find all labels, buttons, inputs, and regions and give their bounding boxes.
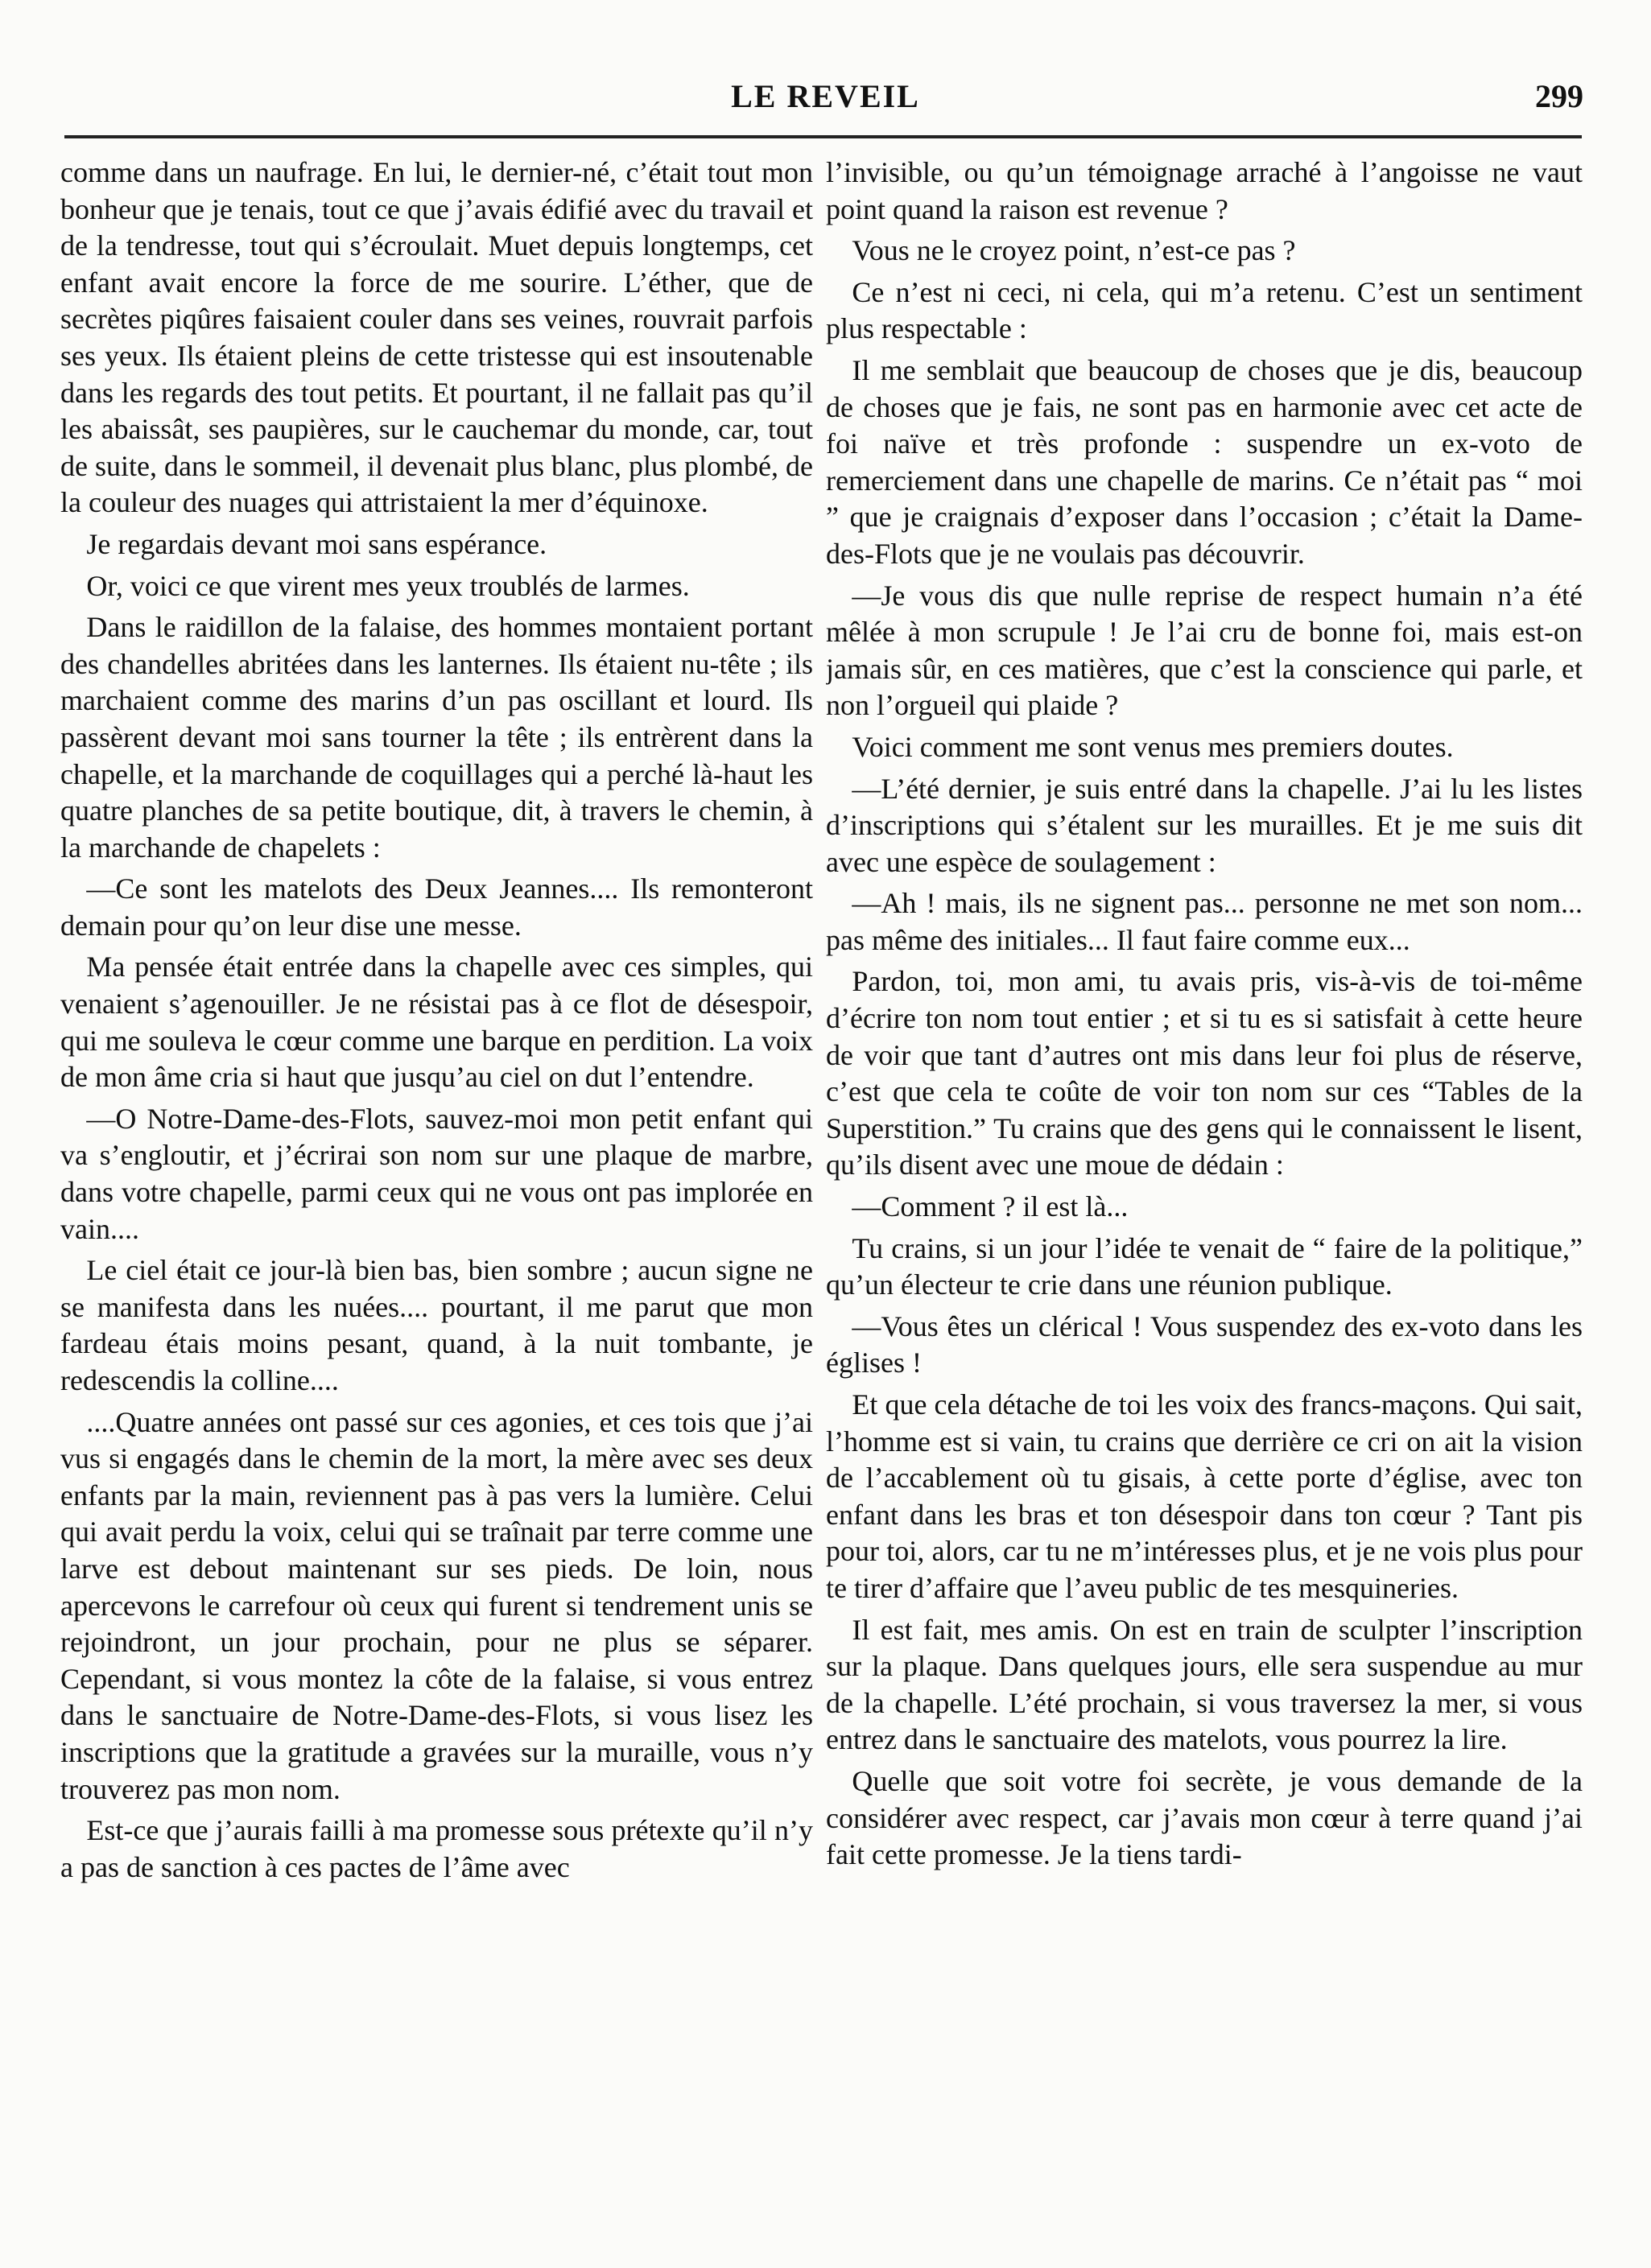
paragraph: —Je vous dis que nulle reprise de respect humain n’a été mêlée à mon scrupule ! Je l’ai cru de bonne foi, mais est-on jamais sûr, en ces matières, que c’est la conscience qui parle, et non l’orgueil qui plaide ? [826, 579, 1583, 722]
header-rule [64, 135, 1582, 138]
running-title: LE REVEIL [731, 78, 920, 114]
paragraph: Or, voici ce que virent mes yeux troublés de larmes. [86, 569, 690, 602]
paragraph: Tu crains, si un jour l’idée te venait de “ faire de la politique,” qu’un électeur te crie dans une réunion publique. [826, 1231, 1583, 1301]
paragraph: —Ce sont les matelots des Deux Jeannes.... Ils remonteront demain pour qu’on leur dise une messe. [60, 872, 813, 942]
paragraph: Vous ne le croyez point, n’est-ce pas ? [852, 234, 1296, 267]
paragraph: —Ah ! mais, ils ne signent pas... personne ne met son nom... pas même des initiales... Il faut faire comme eux... [826, 887, 1583, 956]
paragraph: —L’été dernier, je suis entré dans la chapelle. J’ai lu les listes d’inscriptions qui s’étalent sur les murailles. Et je me suis dit avec une espèce de soulagement : [826, 772, 1583, 878]
paragraph: Ma pensée était entrée dans la chapelle avec ces simples, qui venaient s’agenouiller. Je ne résistai pas à ce flot de désespoir, qui me souleva le cœur comme une barque en perdition. La voix de mon âme cria si haut que jusqu’au ciel on dut l’entendre. [60, 950, 813, 1094]
left-column [60, 155, 813, 2215]
paragraph: Il est fait, mes amis. On est en train de sculpter l’inscription sur la plaque. Dans quelques jours, elle sera suspendue au mur de la chapelle. L’été prochain, si vous traversez la mer, si vous entrez dans le sanctuaire des matelots, vous pourrez la lire. [826, 1613, 1583, 1756]
paragraph: l’invisible, ou qu’un témoignage arraché à l’angoisse ne vaut point quand la raison est revenue ? [826, 156, 1583, 225]
paragraph: Pardon, toi, mon ami, tu avais pris, vis-à-vis de toi-même d’écrire ton nom tout entier ; et si tu es si satisfait à cette heure de voir que tant d’autres ont mis dans leur foi plus de réserve, c’est que cela te coûte de voir ton nom sur ces “Tables de la Superstition.” Tu crains que des gens qui le connaissent le lisent, qu’ils disent avec une moue de dédain : [826, 965, 1583, 1181]
right-column [826, 155, 1583, 2215]
paragraph: Dans le raidillon de la falaise, des hommes montaient portant des chandelles abritées dans les lanternes. Ils étaient nu-tête ; ils marchaient comme des marins d’un pas oscillant et lourd. Ils passèrent devant moi sans tourner la tête ; ils entrèrent dans la chapelle, et la marchande de coquillages qui a perché là-haut les quatre planches de sa petite boutique, dit, à travers le chemin, à la marchande de chapelets : [60, 611, 813, 864]
paragraph: comme dans un naufrage. En lui, le dernier-né, c’était tout mon bonheur que je tenais, tout ce que j’avais édifié avec du travail et de la tendresse, tout qui s’écroulait. Muet depuis longtemps, cet enfant avait encore la force de me sourire. L’éther, que de secrètes piqûres faisaient couler dans ses veines, rouvrait parfois ses yeux. Ils étaient pleins de cette tristesse qui est insoutenable dans les regards des tout petits. Et pourtant, il ne fallait pas qu’il les abaissât, ses paupières, sur le cauchemar du monde, car, tout de suite, dans le sommeil, il devenait plus blanc, plus plombé, de la couleur des nuages qui attristaient la mer d’équinoxe. [60, 156, 813, 519]
paragraph: Voici comment me sont venus mes premiers doutes. [852, 730, 1454, 763]
paragraph: Et que cela détache de toi les voix des francs-maçons. Qui sait, l’homme est si vain, tu crains que derrière ce cri on ait la vision de l’accablement où tu gisais, à cette porte d’église, avec ton enfant dans les bras et ton désespoir dans ton cœur ? Tant pis pour toi, alors, car tu ne m’intéresses plus, et je ne vois plus pour te tirer d’affaire que l’aveu public de tes mesquineries. [826, 1388, 1583, 1604]
paragraph: Quelle que soit votre foi secrète, je vous demande de la considérer avec respect, car j’avais mon cœur à terre quand j’ai fait cette promesse. Je la tiens tardi- [826, 1764, 1583, 1871]
paragraph: —Vous êtes un clérical ! Vous suspendez des ex-voto dans les églises ! [826, 1309, 1583, 1379]
paragraph: Ce n’est ni ceci, ni cela, qui m’a retenu. C’est un sentiment plus respectable : [826, 275, 1583, 345]
page-number: 299 [1535, 78, 1583, 114]
paragraph: ....Quatre années ont passé sur ces agonies, et ces tois que j’ai vus si engagés dans le chemin de la mort, la mère avec ses deux enfants par la main, reviennent pas à pas vers la lumière. Celui qui avait perdu la voix, celui qui se traînait par terre comme une larve est debout maintenant sur ses pieds. De loin, nous apercevons le carrefour où ceux qui furent si tendrement unis se rejoindront, un jour prochain, pour ne plus se séparer. Cependant, si vous montez la côte de la falaise, si vous entrez dans le sanctuaire de Notre-Dame-des-Flots, si vous lisez les inscriptions que la gratitude a gravées sur la muraille, vous n’y trouverez pas mon nom. [60, 1405, 813, 1805]
paragraph: Il me semblait que beaucoup de choses que je dis, beaucoup de choses que je fais, ne sont pas en harmonie avec cet acte de foi naïve et très profonde : suspendre un ex-voto de remerciement dans une chapelle de marins. Ce n’était pas “ moi ” que je craignais d’exposer dans l’occasion ; c’était la Dame-des-Flots que je ne voulais pas découvrir. [826, 353, 1583, 570]
paragraph: Je regardais devant moi sans espérance. [86, 527, 547, 560]
paragraph: —Comment ? il est là... [852, 1190, 1129, 1223]
paragraph: Le ciel était ce jour-là bien bas, bien sombre ; aucun signe ne se manifesta dans les nuées.... pourtant, il me parut que mon fardeau étais moins pesant, quand, à la nuit tombante, je redescendis la colline.... [60, 1254, 813, 1396]
paragraph: Est-ce que j’aurais failli à ma promesse sous prétexte qu’il n’y a pas de sanction à ces pactes de l’âme avec [60, 1814, 813, 1883]
paragraph: —O Notre-Dame-des-Flots, sauvez-moi mon petit enfant qui va s’engloutir, et j’écrirai son nom sur une plaque de marbre, dans votre chapelle, parmi ceux qui ne vous ont pas implorée en vain.... [60, 1102, 813, 1245]
